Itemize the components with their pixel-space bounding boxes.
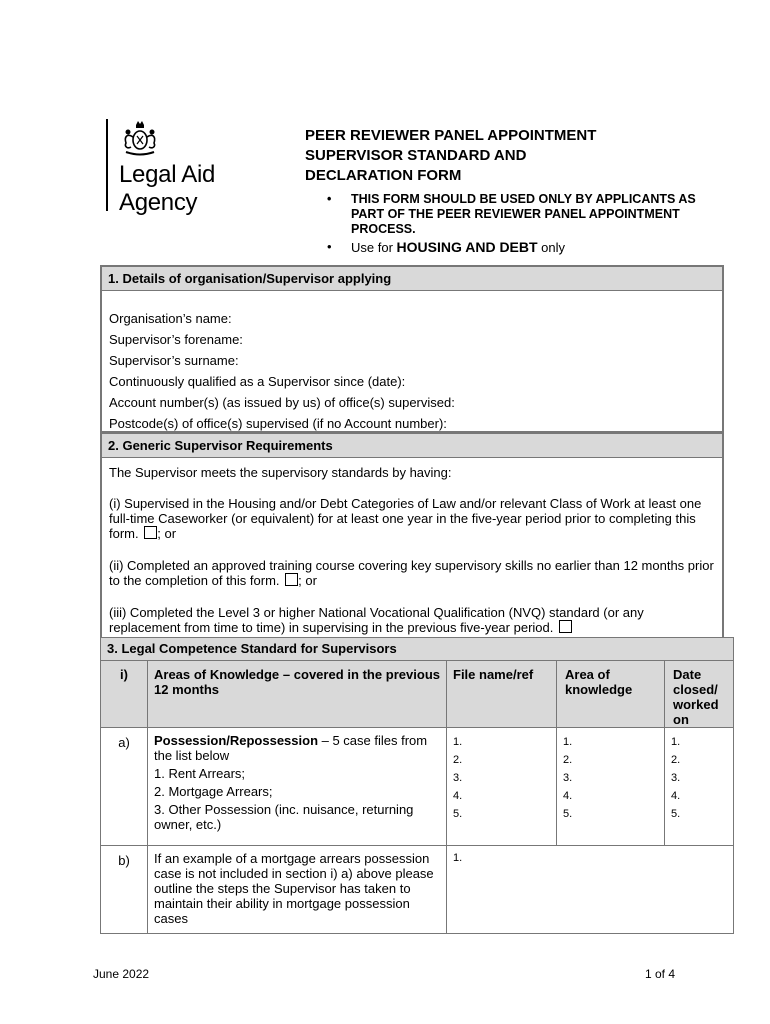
requirement-ii: [109, 558, 714, 588]
logo-line-1: Legal Aid: [119, 161, 216, 188]
requirement-i-checkbox[interactable]: [144, 526, 157, 539]
instructions-list: [323, 192, 723, 255]
file-number: 2.: [453, 754, 463, 766]
date-number: 2.: [671, 754, 681, 766]
title-line-2: SUPERVISOR STANDARD AND: [305, 147, 527, 164]
requirement-ii-checkbox[interactable]: [285, 573, 298, 586]
date-number: 4.: [671, 790, 681, 802]
scope-suffix: only: [537, 240, 566, 255]
area-number: 4.: [563, 790, 573, 802]
row-a-file-names[interactable]: [447, 728, 557, 846]
column-file-header: File name/ref: [447, 661, 557, 728]
row-b-label: b): [101, 846, 148, 934]
royal-crest-icon: [120, 119, 160, 157]
row-a-title-suffix: – 5 case files from the list below: [154, 733, 428, 763]
row-a-areas[interactable]: [557, 728, 665, 846]
title-line-3: DECLARATION FORM: [305, 167, 462, 184]
row-b-response[interactable]: [447, 846, 734, 934]
requirement-iii: [109, 605, 714, 635]
requirement-iii-text: (iii) Completed the Level 3 or higher National Vocational Qualification (NVQ) standard (or any replacement from time to time) in supervising in the previous five-year period.: [109, 605, 644, 635]
date-number: 1.: [671, 736, 681, 748]
row-a-item-3: 3. Other Possession (inc. nuisance, returning owner, etc.): [154, 802, 414, 832]
requirement-i: [109, 496, 714, 541]
title-line-1: PEER REVIEWER PANEL APPOINTMENT: [305, 127, 597, 144]
requirement-iii-checkbox[interactable]: [559, 620, 572, 633]
logo-divider: [106, 119, 108, 211]
date-number: 3.: [671, 772, 681, 784]
logo-line-2: Agency: [119, 189, 198, 216]
form-title: [305, 126, 705, 186]
area-number: 5.: [563, 808, 573, 820]
scope-bold: HOUSING AND DEBT: [396, 239, 538, 255]
table-row: [101, 728, 734, 846]
section-2-generic-requirements: [100, 432, 724, 638]
requirement-i-suffix: ; or: [157, 526, 177, 541]
field-account-numbers[interactable]: Account number(s) (as issued by us) of office(s) supervised:: [109, 395, 455, 410]
scope-prefix: Use for: [351, 240, 397, 255]
instruction-scope: [323, 239, 723, 255]
column-area-header: Area of knowledge: [557, 661, 665, 728]
row-a-item-1: 1. Rent Arrears;: [154, 766, 246, 781]
file-number: 4.: [453, 790, 463, 802]
footer-page-number: 1 of 4: [645, 967, 676, 981]
row-a-title-bold: Possession/Repossession: [154, 733, 319, 748]
field-supervisor-surname[interactable]: Supervisor’s surname:: [109, 353, 239, 368]
column-knowledge-header: Areas of Knowledge – covered in the previous 12 months: [148, 661, 447, 728]
area-number: 2.: [563, 754, 573, 766]
section-2-intro: The Supervisor meets the supervisory standards by having:: [109, 465, 452, 480]
column-index-header: i): [101, 661, 148, 728]
row-a-title: [154, 733, 440, 763]
legal-aid-agency-logo: [106, 119, 236, 219]
row-a-label: a): [101, 728, 148, 846]
field-supervisor-forename[interactable]: Supervisor’s forename:: [109, 332, 243, 347]
area-number: 3.: [563, 772, 573, 784]
table-row: [101, 846, 734, 934]
section-1-heading: 1. Details of organisation/Supervisor applying: [102, 267, 722, 291]
requirement-ii-suffix: ; or: [298, 573, 317, 588]
field-postcodes[interactable]: Postcode(s) of office(s) supervised (if no Account number):: [109, 416, 447, 431]
row-a-knowledge: [148, 728, 447, 846]
footer-date: June 2022: [93, 967, 150, 981]
field-organisation-name[interactable]: Organisation’s name:: [109, 311, 232, 326]
section-1-organisation-details: [100, 265, 724, 433]
row-b-number: 1.: [453, 852, 463, 864]
date-number: 5.: [671, 808, 681, 820]
logo-text: [119, 161, 215, 217]
column-date-header: Date closed/ worked on: [665, 661, 734, 728]
requirement-ii-text: (ii) Completed an approved training course covering key supervisory skills no earlier than 12 months prior to the completion of this form.: [109, 558, 714, 588]
file-number: 5.: [453, 808, 463, 820]
section-3-competence-table: [100, 637, 734, 934]
area-number: 1.: [563, 736, 573, 748]
row-b-knowledge: If an example of a mortgage arrears possession case is not included in section i) a) above please outline the steps the Supervisor has taken to maintain their ability in mortgage possession cases: [148, 846, 447, 934]
file-number: 1.: [453, 736, 463, 748]
instruction-usage: • THIS FORM SHOULD BE USED ONLY BY APPLICANTS AS PART OF THE PEER REVIEWER PANEL APPOINTMENT PROCESS.: [323, 192, 723, 237]
section-2-heading: 2. Generic Supervisor Requirements: [102, 434, 722, 458]
requirement-i-text: (i) Supervised in the Housing and/or Debt Categories of Law and/or relevant Class of Work at least one full-time Caseworker (or equivalent) for at least one year in the five-year period prior to completing this form.: [109, 496, 702, 541]
row-a-item-2: 2. Mortgage Arrears;: [154, 784, 273, 799]
section-3-heading: 3. Legal Competence Standard for Supervisors: [101, 638, 734, 661]
field-qualified-since[interactable]: Continuously qualified as a Supervisor since (date):: [109, 374, 406, 389]
row-a-dates[interactable]: [665, 728, 734, 846]
file-number: 3.: [453, 772, 463, 784]
